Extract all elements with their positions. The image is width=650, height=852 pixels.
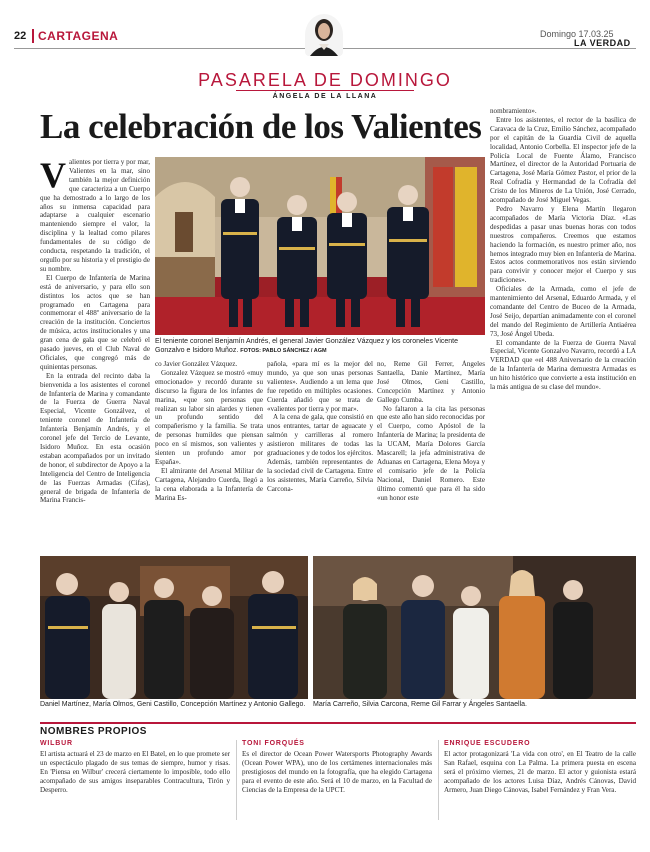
column-title: PASARELA DE DOMINGO — [198, 70, 452, 90]
nombre-propio-text: El artista actuará el 23 de marzo en El Batel, en lo que promete ser un espectáculo plagado de sus temas de siempre, humor y risas. En 'Piensa en Wilbur' crecerá ciertamente lo imposible, todo ello acompañado de sus amigos inseparables Contracultura, Tirón y Desperro. — [40, 750, 230, 794]
main-photo-caption — [155, 337, 485, 356]
article-column-2 — [155, 360, 263, 553]
group-photo-right — [313, 556, 636, 699]
nombre-propio-text: El actor protagonizará 'La vida con otro', en El Teatro de la calle San Rafael, esquina con La Palma. La primera puesta en escena será el próximo viernes, 21 de marzo. El actor y guionista estará acompañado de los actores Luisa Díaz, Andrés Cánovas, David Armero, Juan Diego Cánovas, Isabel Fernández y Fran Vera. — [444, 750, 636, 794]
section-name: CARTAGENA — [38, 29, 119, 43]
paragraph: pañola, «para mí es la mejor del mundo, ya que son unas personas valientes». Audiendo a un lema que fue repetido en múltiples ocasiones. Cuerda añadió que se trata de «valientes por tierra y por mar». — [267, 360, 373, 413]
issue-date: Domingo 17.03.25 — [540, 29, 614, 39]
nombre-propio-name: TONI FORQUÉS — [242, 740, 305, 747]
author-byline: ÁNGELA DE LA LLANA — [272, 93, 378, 100]
group-photo-right-caption: María Carreño, Silvia Carcona, Reme Gil Farrar y Ángeles Santaella. — [313, 701, 527, 708]
page-number: 22 — [14, 30, 27, 42]
article-column-4 — [377, 360, 485, 553]
article-column-5 — [490, 107, 636, 553]
paragraph: nombramiento». — [490, 107, 537, 115]
paragraph: El comandante de la Fuerza de Guerra Naval Especial, Vicente Gonzalvo Navarro, recordó a LA VERDAD que «el 488 Aniversario de la creación de la Infantería de Marina demuestra Armadas es un hito histórico que convierte a esta institución en la más antigua de su clase del mundo». — [490, 338, 636, 392]
headline: La celebración de los Valientes — [40, 107, 482, 146]
paragraph: En la entrada del recinto daba la bienvenida a los asistentes el coronel de Infantería de Marina y comandante de la Fuerza de Guerra Naval Especial, Vicente Gonzálvez, el teniente coronel de Infantería de Infantería Benjamín Andrés, y el coronel jefe del Tercio de Levante, Isidoro Muñoz. En esta ocasión estaban acompañados por un invitado de honor, el subdirector de Apoyo a la Inteligencia del Centro de Inteligencia de las Fuerzas Armadas (Cifas), general de brigada de Infantería de Marina Francis- — [40, 371, 150, 505]
nombres-propios-title: NOMBRES PROPIOS — [40, 726, 147, 737]
article-column-1 — [40, 158, 150, 553]
group-photo-left — [40, 556, 308, 699]
paragraph: no, Reme Gil Ferrer, Ángeles Santaella, Danie Martínez, María José Olmos, Geni Castillo, Concepción Martínez y Antonio Gallego Cumba. — [377, 360, 485, 404]
nombre-propio-item — [444, 740, 636, 795]
nombre-propio-item — [242, 740, 432, 795]
nombres-propios-rule — [40, 722, 636, 724]
paragraph: alientes por tierra y por mar, Valientes en la mar, sino también la mejor definición que caracteriza a un Cuerpo que ha demostrado a lo largo de los años su inmensa capacidad para adaptarse a cualquier escenario manteniendo siempre el valor, la disciplina y la lealtad como pilares fundamentales de su código de conducta, respetando la tradición, el orgullo por su historia y el prestigio de su nombre. — [40, 158, 150, 273]
paragraph: El almirante del Arsenal Militar de Cartagena, Alejandro Cuerda, llegó a la cena elaborada a la Infantería de Marina Es- — [155, 466, 263, 502]
nombre-propio-name: WILBUR — [40, 740, 73, 747]
column-separator — [438, 740, 439, 820]
paragraph: Gonzalez Vázquez se mostró «muy emocionado» y recordó durante su discurso la figura de los infantes de marina, «que son personas que realizan su labor sin alardes y tienen un profundo sentido del compañerismo y la familia. Se trata de personas humildes que piensan poco en sí mismos, son valientes y sienten un profundo amor por España». — [155, 368, 263, 466]
paragraph: A la cena de gala, que consistió en unos entrantes, tartar de aguacate y salmón y carrilleras al romero asistieron militares de todas las graduaciones y de todos los ejércitos. Además, también representantes de la sociedad civil de Cartagena. Entre los asistentes, María Carreño, Silvia Carcona- — [267, 413, 373, 493]
nombre-propio-text: Es el director de Ocean Power Watersports Photography Awards (Ocean Power WPA), uno de los certámenes internacionales más prestigiosos del mundo en la fotografía, que ha elegido Cartagena para el evento de este año. Será el 10 de marzo, en la Facultad de Ciencias de la Empresa de la UPCT. — [242, 750, 432, 794]
paragraph: Pedro Navarro y Elena Martín llegaron acompañados de María Victoria Díaz. «Las despedidas a pasar unas buenas horas con todos nuestros compañeros. Creemos que estamos haciendo la formación, es nuestro primer año, nos hemos integrado muy bien en Infantería de Marina. Estos actos conmemorativos nos están sirviendo para convivir y conocer mejor el Cuerpo y sus tradiciones». — [490, 204, 636, 285]
author-portrait — [305, 14, 343, 56]
article-column-3 — [267, 360, 373, 553]
column-separator — [236, 740, 237, 820]
paragraph: Oficiales de la Armada, como el jefe de mantenimiento del Arsenal, Eduardo Armada, y el comandante del Centro de Buceo de la Armada, José Seijo, departían animadamente con el coronel del mando del Regimiento de Artillería Antiaérea 73, José Ángel Ubeda. — [490, 285, 636, 338]
main-photo — [155, 157, 485, 335]
group-photo-left-caption: Daniel Martínez, María Olmos, Geni Castillo, Concepción Martínez y Antonio Gallego. — [40, 701, 306, 708]
nombre-propio-item — [40, 740, 230, 795]
paragraph: No faltaron a la cita las personas que este año han sido reconocidas por el Cuerpo, como Apóstol de la Infantería de Marina; la presidenta de la UCAM, María Dolores García Mascarell; la jefa administrativa de Aduanas en Cartagena, Elena Moya y el comisario jefe de la Policía Nacional, Daniel Romero. Este último comentó que para él ha sido «un honor este — [377, 404, 485, 502]
paragraph: co Javier González Vázquez. — [155, 360, 238, 368]
paragraph: Entre los asistentes, el rector de la basílica de Caravaca de la Cruz, Emilio Sánchez, acompañado por el capitán de la Guardia Civil de aquella localidad, Antonio Corbella. El inspector jefe de la Policía Local de Fuente Álamo, Francisco Martínez, el director de la Autoridad Portuaria de Cartagena, José María Gómez Pastor, el prior de la Real Cofradía y Hermandad de la Cofradía del Cristo de los Mineros de La Unión, José Cerrado, acompañado de José Miguel Vegas. — [490, 115, 636, 205]
header-separator — [32, 29, 34, 43]
caption-text: El teniente coronel Benjamín Andrés, el general Javier González Vázquez y los coroneles Vicente Gonzalvo e Isidoro Muñoz. — [155, 338, 458, 354]
paragraph: El Cuerpo de Infantería de Marina está de aniversario, y para ello son distintos los actos que se han programado en Cartagena para conmemorar el 488º aniversario de la creación de la institución. Conciertos de música, actos institucionales y una gran cena de gala que se celebró el pasado jueves, en el Club Naval de Oficiales, que congregó más de quinientas personas. — [40, 273, 150, 371]
photo-credit: FOTOS: PABLO SÁNCHEZ / AGM — [240, 348, 327, 354]
drop-cap: V — [40, 158, 66, 195]
nombre-propio-name: ENRIQUE ESCUDERO — [444, 740, 531, 747]
column-title-rule — [236, 90, 414, 91]
newspaper-brand: LA VERDAD — [574, 38, 631, 48]
